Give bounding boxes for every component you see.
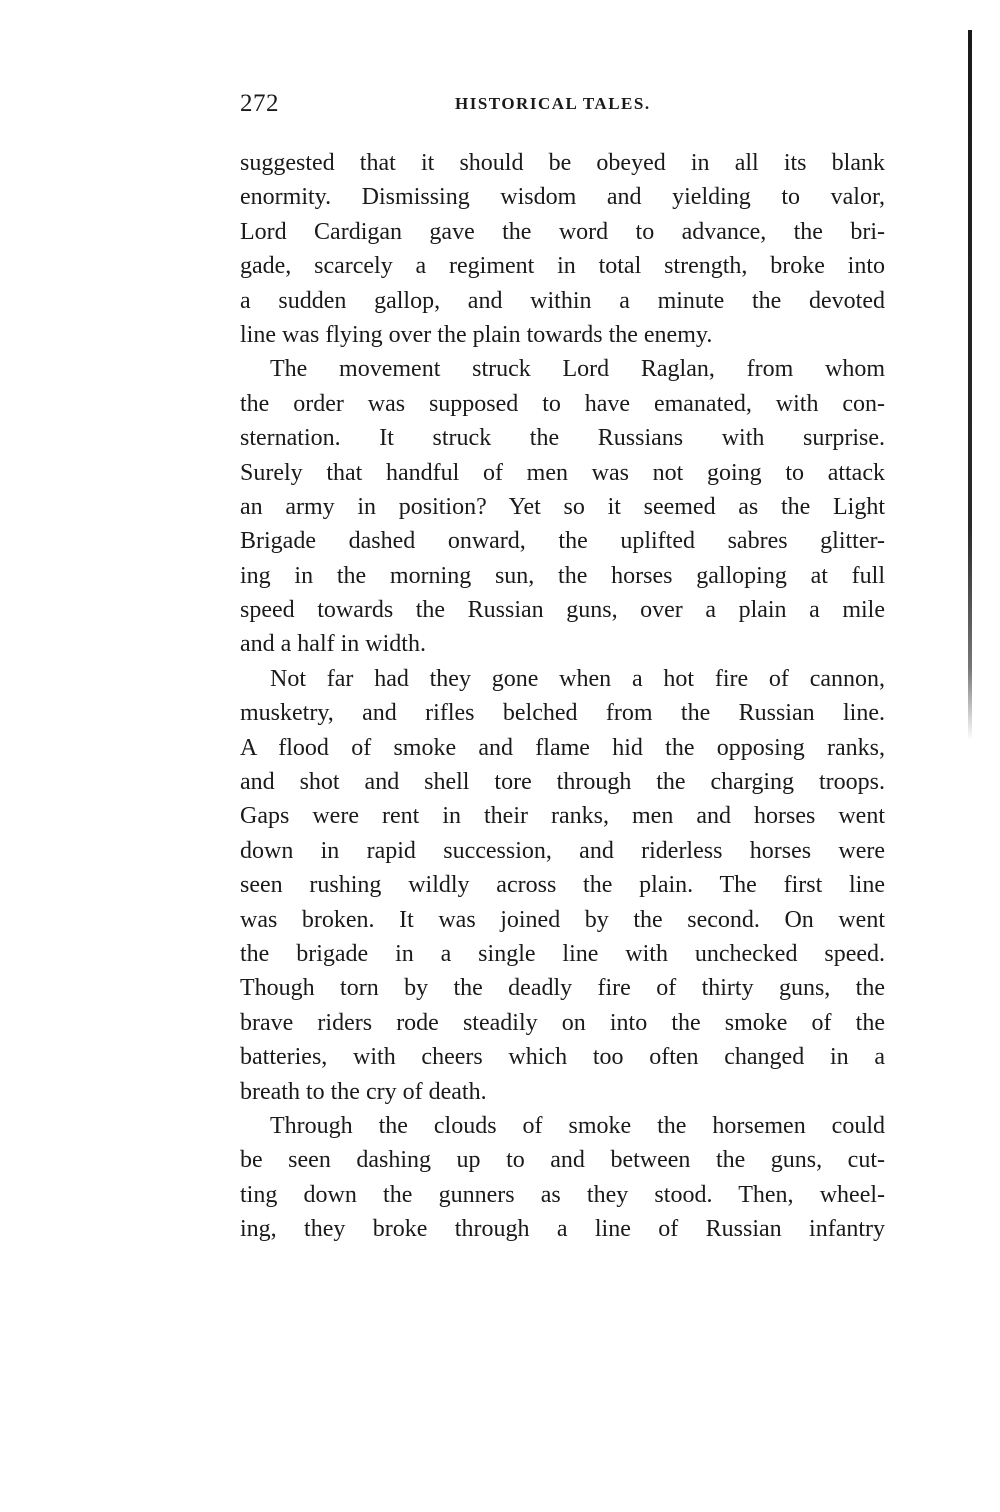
text-line: and a half in width. bbox=[240, 631, 426, 658]
paragraph bbox=[240, 1109, 885, 1247]
text-line: breath to the cry of death. bbox=[240, 1078, 487, 1105]
text-line: enormity. Dismissing wisdom and yielding to valor, bbox=[240, 184, 885, 211]
text-line: musketry, and rifles belched from the Russian line. bbox=[240, 700, 885, 727]
paragraph bbox=[240, 146, 885, 352]
page-number: 272 bbox=[240, 90, 279, 117]
text-line: speed towards the Russian guns, over a plain a mile bbox=[240, 597, 885, 624]
paragraph bbox=[240, 352, 885, 662]
text-line: Gaps were rent in their ranks, men and horses went bbox=[240, 803, 885, 830]
paragraph bbox=[240, 662, 885, 1109]
text-line: brave riders rode steadily on into the smoke of the bbox=[240, 1009, 885, 1036]
text-line: be seen dashing up to and between the guns, cut- bbox=[240, 1147, 885, 1174]
text-line: the order was supposed to have emanated, with con- bbox=[240, 390, 885, 417]
text-line: an army in position? Yet so it seemed as the Light bbox=[240, 493, 885, 520]
text-line: Though torn by the deadly fire of thirty guns, the bbox=[240, 975, 885, 1002]
text-line: ting down the gunners as they stood. Then, wheel- bbox=[240, 1181, 885, 1208]
running-head: HISTORICAL TALES. bbox=[455, 94, 651, 113]
text-line: Surely that handful of men was not going to attack bbox=[240, 459, 885, 486]
text-line: Brigade dashed onward, the uplifted sabres glitter- bbox=[240, 528, 885, 555]
text-line: ing, they broke through a line of Russian infantry bbox=[240, 1216, 885, 1243]
text-line: ing in the morning sun, the horses galloping at full bbox=[240, 562, 885, 589]
text-line: A flood of smoke and flame hid the opposing ranks, bbox=[240, 734, 885, 761]
text-line: gade, scarcely a regiment in total strength, broke into bbox=[240, 253, 885, 280]
text-line: Not far had they gone when a hot fire of cannon, bbox=[270, 665, 885, 692]
text-line: The movement struck Lord Raglan, from whom bbox=[270, 356, 885, 383]
text-line: and shot and shell tore through the charging troops. bbox=[240, 769, 885, 796]
text-line: Lord Cardigan gave the word to advance, the bri- bbox=[240, 218, 885, 245]
text-line: down in rapid succession, and riderless horses were bbox=[240, 837, 885, 864]
text-line: seen rushing wildly across the plain. The first line bbox=[240, 872, 885, 899]
text-line: line was flying over the plain towards the enemy. bbox=[240, 321, 713, 348]
text-line: the brigade in a single line with unchecked speed. bbox=[240, 940, 885, 967]
text-line: Through the clouds of smoke the horsemen could bbox=[270, 1112, 885, 1139]
binding-edge-shadow bbox=[968, 30, 972, 740]
text-line: suggested that it should be obeyed in all its blank bbox=[240, 150, 885, 176]
body-text bbox=[240, 146, 885, 1247]
page-header bbox=[240, 90, 885, 126]
text-line: a sudden gallop, and within a minute the devoted bbox=[240, 287, 885, 314]
text-line: was broken. It was joined by the second. On went bbox=[240, 906, 885, 933]
text-line: batteries, with cheers which too often changed in a bbox=[240, 1044, 885, 1071]
text-line: sternation. It struck the Russians with surprise. bbox=[240, 425, 885, 452]
